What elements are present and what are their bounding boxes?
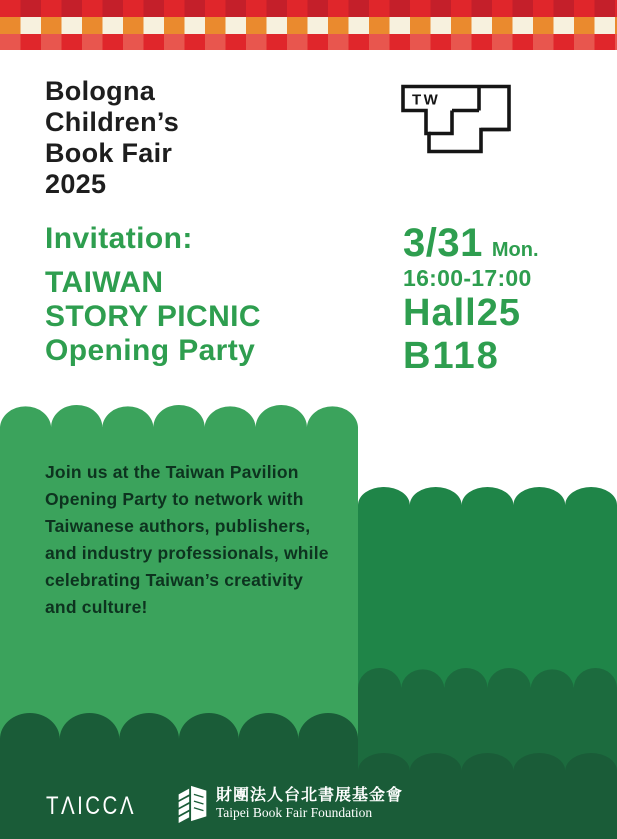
book-icon <box>176 782 209 824</box>
invitation-line: STORY PICNIC <box>45 300 261 333</box>
foundation-text <box>216 786 403 821</box>
tw-logo-label: TW <box>412 91 441 109</box>
taicca-logo: TΛICCΛ <box>46 792 136 820</box>
fair-title-line: Bologna <box>45 76 156 106</box>
pitch-text <box>45 459 345 621</box>
footer <box>0 775 617 839</box>
pitch-line: and industry professionals, while <box>45 543 329 563</box>
event-details <box>403 222 539 377</box>
event-day: Mon. <box>491 239 539 261</box>
pitch-line: Join us at the Taiwan Pavilion <box>45 462 299 482</box>
pitch-line: celebrating Taiwan’s creativity <box>45 570 304 590</box>
fair-title-line: 2025 <box>45 169 107 199</box>
event-hall: Hall25 <box>403 292 521 334</box>
fair-title-line: Children’s <box>45 107 180 137</box>
fair-title <box>45 76 179 200</box>
event-date-row <box>403 222 539 264</box>
fair-title-line: Book Fair <box>45 138 173 168</box>
invitation-line: TAIWAN <box>45 266 164 299</box>
gingham-ribbon <box>0 0 617 50</box>
pitch-line: and culture! <box>45 597 148 617</box>
invitation-line: Opening Party <box>45 334 256 367</box>
pitch-line: Taiwanese authors, publishers, <box>45 516 311 536</box>
pitch-line: Opening Party to network with <box>45 489 304 509</box>
event-booth: B118 <box>403 335 500 377</box>
gingham-row-bottom <box>0 34 617 50</box>
invitation-headline <box>45 222 261 368</box>
invitation-label: Invitation: <box>45 222 193 255</box>
foundation-name-zh: 財團法人台北書展基金會 <box>216 786 404 804</box>
foundation-name-en: Taipei Book Fair Foundation <box>216 804 373 820</box>
taipei-book-fair-foundation-logo <box>176 782 403 824</box>
event-time: 16:00-17:00 <box>403 265 532 291</box>
gingham-row-middle <box>0 17 617 34</box>
gingham-row-top <box>0 0 617 17</box>
tw-pavilion-logo <box>399 79 513 159</box>
event-date: 3/31 <box>403 221 483 265</box>
